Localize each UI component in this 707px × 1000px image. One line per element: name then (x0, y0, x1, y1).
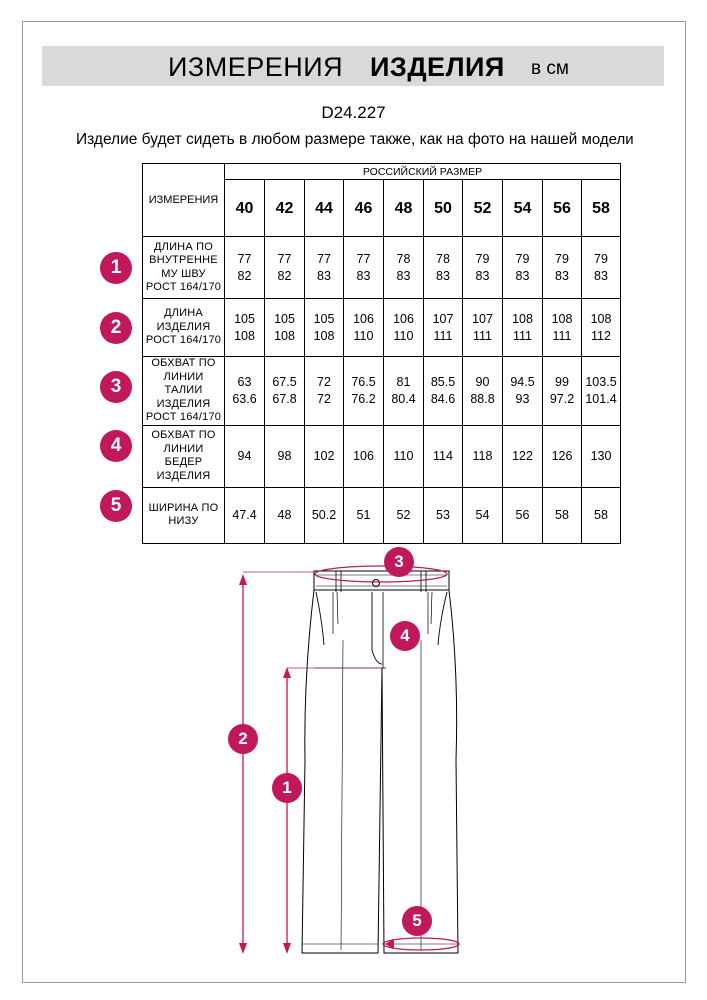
value-line: 114 (433, 448, 453, 463)
value-cell (265, 299, 305, 357)
value-line: 110 (393, 328, 414, 343)
value-line: 77 (356, 251, 371, 266)
value-line: 108 (274, 328, 295, 343)
value-cell (225, 487, 265, 543)
value-line: 101.4 (585, 391, 617, 406)
value-cell (503, 425, 543, 487)
value-line: 108 (551, 311, 573, 326)
value-line: 83 (436, 268, 450, 283)
value-line: 76.5 (351, 374, 376, 389)
measure-label (143, 299, 225, 357)
measure-label-line: БЕДЕР (164, 456, 203, 468)
measure-header: ИЗМЕРЕНИЯ (143, 164, 225, 237)
value-cell (265, 237, 305, 299)
value-line: 118 (472, 448, 493, 463)
value-cell (463, 299, 503, 357)
size-header-40: 40 (225, 180, 265, 237)
value-line: 110 (353, 328, 374, 343)
measure-label-line: РОСТ 164/170 (145, 281, 222, 293)
value-cell (265, 425, 305, 487)
size-header-42: 42 (265, 180, 305, 237)
left-pleat (333, 592, 338, 634)
left-crease (341, 640, 343, 950)
measure-label-line: ОБХВАТ ПО (151, 429, 216, 441)
value-line: 79 (515, 251, 530, 266)
waistband (314, 571, 449, 590)
value-line: 99 (555, 374, 569, 389)
value-line: 85.5 (430, 374, 456, 389)
row-badge-4: 4 (100, 430, 132, 462)
value-line: 47.4 (232, 507, 257, 522)
value-cell (225, 299, 265, 357)
value-line: 112 (591, 328, 611, 343)
value-line: 107 (472, 311, 493, 326)
value-line: 105 (274, 311, 295, 326)
value-line: 111 (433, 328, 453, 343)
measure-label-line: РОСТ 164/170 (145, 334, 222, 347)
table-row (143, 357, 621, 426)
value-cell (384, 425, 424, 487)
value-line: 90 (475, 374, 490, 389)
value-line: 78 (436, 251, 450, 266)
measure-label-line: РОСТ 164/170 (145, 411, 222, 423)
value-line: 52 (396, 507, 411, 522)
value-cell (463, 425, 503, 487)
value-cell (463, 237, 503, 299)
measure-label-line: ШИРИНА ПО (148, 501, 219, 514)
button (373, 580, 380, 587)
value-line: 106 (353, 448, 374, 463)
value-line: 108 (590, 311, 612, 326)
value-line: 83 (317, 268, 331, 283)
value-line: 80.4 (391, 391, 416, 406)
value-line: 110 (393, 448, 414, 463)
value-line: 48 (277, 507, 292, 522)
value-line: 111 (472, 328, 492, 343)
value-cell (225, 425, 265, 487)
title-product: ИЗДЕЛИЯ (370, 52, 505, 82)
measure-label-line: ВНУТРЕННЕ (149, 254, 218, 266)
measure-label-line: ИЗДЕЛИЯ (156, 469, 211, 482)
fly (372, 592, 382, 664)
size-header-56: 56 (543, 180, 582, 237)
value-cell (344, 237, 384, 299)
value-cell (384, 357, 424, 426)
value-cell (503, 299, 543, 357)
value-cell (543, 357, 582, 426)
value-cell (344, 299, 384, 357)
value-cell (305, 357, 344, 426)
fit-note-tail: модели (581, 131, 634, 148)
value-line: 94.5 (510, 374, 535, 389)
value-line: 51 (356, 507, 371, 522)
drawing-badge-1: 1 (272, 773, 302, 803)
value-line: 108 (313, 328, 335, 343)
value-line: 98 (277, 448, 292, 463)
measure-label-line: ДЛИНА ПО (154, 240, 213, 253)
fit-note-main: Изделие будет сидеть в любом размере также, как на фото на нашей (76, 131, 578, 148)
value-line: 126 (551, 448, 573, 463)
drawing-badge-2: 2 (228, 724, 258, 754)
value-line: 103.5 (585, 374, 617, 389)
value-line: 77 (237, 251, 252, 266)
value-line: 111 (512, 328, 532, 343)
size-group-header: РОССИЙСКИЙ РАЗМЕР (225, 164, 621, 180)
table-row (143, 425, 621, 487)
value-line: 105 (234, 311, 255, 326)
value-cell (305, 237, 344, 299)
value-line: 88.8 (470, 391, 495, 406)
value-line: 106 (393, 311, 414, 326)
value-line: 83 (594, 268, 608, 283)
value-line: 102 (313, 448, 335, 463)
value-line: 63.6 (232, 391, 257, 406)
row-badge-5: 5 (100, 490, 132, 522)
value-line: 67.5 (272, 374, 297, 389)
value-line: 108 (512, 311, 533, 326)
value-cell (225, 357, 265, 426)
value-cell (503, 237, 543, 299)
value-line: 77 (317, 251, 331, 266)
value-cell (344, 357, 384, 426)
drawing-badge-3: 3 (384, 547, 414, 577)
value-cell (424, 425, 463, 487)
value-line: 53 (436, 507, 450, 522)
value-line: 130 (590, 448, 612, 463)
value-line: 82 (237, 268, 252, 283)
title-measurements: ИЗМЕРЕНИЯ (168, 52, 344, 82)
value-cell (384, 299, 424, 357)
title-banner (42, 46, 664, 86)
value-line: 105 (313, 311, 335, 326)
value-line: 122 (512, 448, 533, 463)
value-line: 97.2 (549, 391, 575, 406)
measure-label (143, 425, 225, 487)
value-cell (543, 299, 582, 357)
measure-label-line: НИЗУ (168, 515, 199, 527)
drawing-badge-4: 4 (390, 621, 420, 651)
row-badge-3: 3 (100, 371, 132, 403)
value-line: 84.6 (430, 391, 456, 406)
value-line: 83 (475, 268, 490, 283)
value-line: 78 (396, 251, 411, 266)
size-header-52: 52 (463, 180, 503, 237)
value-cell (344, 487, 384, 543)
value-line: 81 (396, 374, 411, 389)
article-code: D24.227 (321, 103, 386, 122)
measure-label-line: ДЛИНА (164, 307, 203, 320)
value-cell (265, 357, 305, 426)
value-cell (582, 425, 621, 487)
value-line: 93 (515, 391, 530, 406)
size-header-48: 48 (384, 180, 424, 237)
size-header-54: 54 (503, 180, 543, 237)
value-line: 79 (594, 251, 608, 266)
measure-label-line: ИЗДЕЛИЯ (156, 320, 211, 333)
value-cell (305, 425, 344, 487)
value-cell (384, 487, 424, 543)
measure-label-line: ЛИНИИ (163, 442, 204, 455)
table-row (143, 299, 621, 357)
value-line: 72 (317, 374, 331, 389)
value-cell (543, 487, 582, 543)
value-line: 54 (475, 507, 490, 522)
value-line: 108 (234, 328, 255, 343)
value-line: 79 (475, 251, 490, 266)
fit-note (76, 131, 634, 149)
value-cell (384, 237, 424, 299)
measure-label-line: МУ ШВУ (161, 267, 206, 280)
value-line: 67.8 (272, 391, 297, 406)
value-line: 50.2 (311, 507, 337, 522)
value-cell (582, 487, 621, 543)
value-cell (582, 237, 621, 299)
measure-label (143, 357, 225, 426)
value-cell (503, 357, 543, 426)
value-line: 58 (555, 507, 569, 522)
value-cell (225, 237, 265, 299)
value-line: 83 (396, 268, 411, 283)
value-line: 94 (237, 448, 252, 463)
value-line: 72 (317, 391, 331, 406)
table-row (143, 487, 621, 543)
value-line: 106 (353, 311, 374, 326)
measure-label (143, 237, 225, 299)
value-line: 76.2 (351, 391, 376, 406)
value-line: 111 (552, 328, 572, 343)
measure-label-line: ЛИНИИ ТАЛИИ (163, 370, 204, 396)
right-pocket (438, 592, 447, 645)
value-cell (543, 237, 582, 299)
value-cell (424, 237, 463, 299)
row-badge-2: 2 (100, 312, 132, 344)
value-cell (424, 357, 463, 426)
table-row (143, 237, 621, 299)
value-cell (305, 487, 344, 543)
size-header-50: 50 (424, 180, 463, 237)
value-cell (582, 357, 621, 426)
value-cell (503, 487, 543, 543)
value-line: 63 (237, 374, 252, 389)
value-cell (265, 487, 305, 543)
value-line: 83 (356, 268, 371, 283)
measure-label (143, 487, 225, 543)
value-line: 82 (277, 268, 292, 283)
value-cell (582, 299, 621, 357)
size-header-44: 44 (305, 180, 344, 237)
right-pleat (428, 592, 432, 634)
trousers-drawing (0, 540, 707, 1000)
value-line: 58 (594, 507, 608, 522)
value-cell (344, 425, 384, 487)
value-cell (424, 299, 463, 357)
value-cell (543, 425, 582, 487)
value-line: 83 (555, 268, 569, 283)
value-line: 79 (555, 251, 569, 266)
size-header-58: 58 (582, 180, 621, 237)
title-unit: в см (531, 58, 569, 79)
left-pocket (316, 592, 324, 645)
measure-label-line: ОБХВАТ ПО (151, 357, 216, 369)
value-line: 56 (515, 507, 530, 522)
value-line: 107 (432, 311, 454, 326)
row-badge-1: 1 (100, 252, 132, 284)
value-line: 77 (277, 251, 292, 266)
value-line: 83 (515, 268, 530, 283)
measure-label-line: ИЗДЕЛИЯ (156, 397, 211, 410)
size-header-46: 46 (344, 180, 384, 237)
drawing-badge-5: 5 (402, 906, 432, 936)
value-cell (424, 487, 463, 543)
value-cell (463, 487, 503, 543)
value-cell (463, 357, 503, 426)
value-cell (305, 299, 344, 357)
size-table (142, 163, 621, 544)
